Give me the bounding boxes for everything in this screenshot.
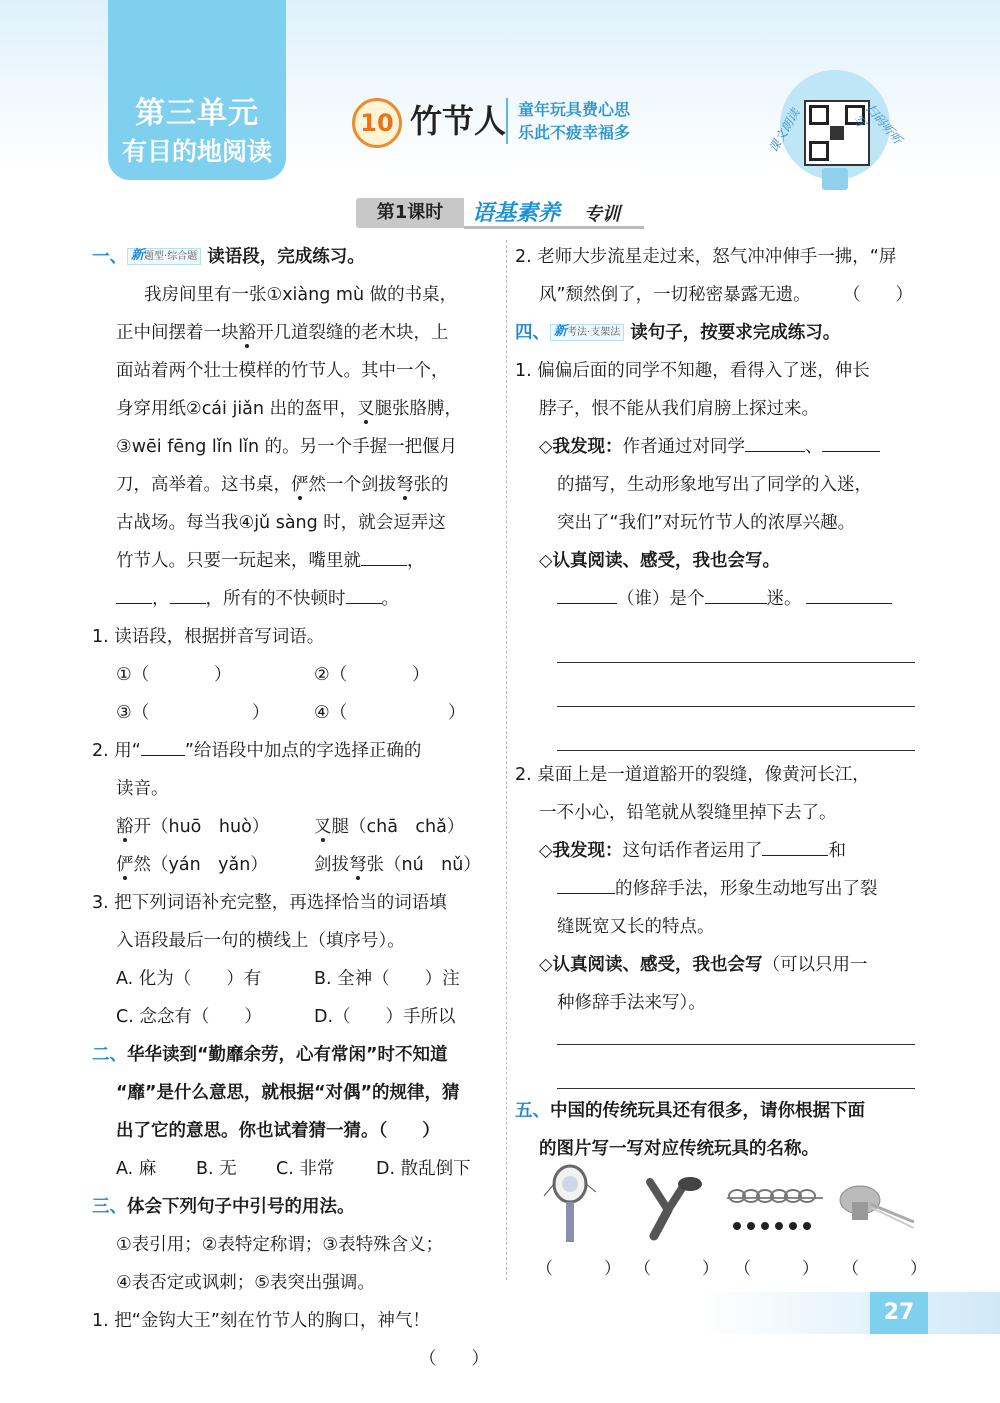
question-2 — [92, 732, 497, 770]
write-hint-line — [515, 984, 917, 1022]
question-1-cont — [515, 390, 917, 428]
passage-line — [92, 542, 497, 580]
new-question-tag — [127, 248, 201, 265]
question-text: 2. 用“ — [92, 741, 141, 761]
pinyin-choice[interactable] — [314, 846, 481, 884]
toy-answer-2[interactable]: （ ） — [634, 1259, 719, 1279]
section-number: 四、 — [515, 323, 550, 343]
unit-title: 第三单元 — [135, 96, 259, 131]
lesson-subheader — [356, 198, 646, 228]
passage-line — [92, 314, 497, 352]
pinyin-choice[interactable] — [116, 846, 268, 884]
qr-right-text: 扫码听听写 — [850, 101, 905, 147]
pinyin-options: 张（nú nǔ） — [366, 855, 481, 875]
fill-blank[interactable] — [705, 583, 767, 604]
tag-type: 考法·支架法 — [567, 327, 621, 338]
passage-line — [92, 390, 497, 428]
pinyin-choice-row — [92, 846, 497, 884]
passage-line — [92, 504, 497, 542]
passage-text: 我房间里有一张①xiàng mù 做的书桌， — [144, 285, 458, 305]
footer-bar — [700, 1292, 1000, 1334]
fill-blank[interactable] — [762, 835, 828, 856]
passage-text: 腿张胳膊， — [374, 399, 463, 419]
section-title: 体会下列句子中引号的用法。 — [127, 1197, 355, 1217]
dotted-char: 豁 — [116, 817, 134, 837]
option-d[interactable]: D.（ ）手所以 — [314, 1007, 456, 1027]
pinyin-choice-row — [92, 808, 497, 846]
option-c[interactable]: C. 念念有（ ） — [116, 1007, 262, 1027]
passage-line — [92, 580, 497, 618]
passage-text: ， — [152, 589, 170, 609]
nine-linked-rings-icon — [725, 1182, 825, 1237]
question-text: 读音。 — [116, 779, 169, 799]
write-label: ◇认真阅读、感受，我也会写 — [539, 955, 763, 975]
answer-paren[interactable]: （ ） — [843, 285, 913, 305]
pinyin-options: 腿（chā chǎ） — [331, 817, 465, 837]
left-column — [92, 238, 497, 1378]
pinyin-options: 开（huō huò） — [133, 817, 270, 837]
topic-title: 语基素养 — [472, 201, 561, 226]
fill-blank[interactable] — [116, 583, 152, 604]
passage-line — [92, 428, 497, 466]
option-row — [92, 960, 497, 998]
section-text: 中国的传统玩具还有很多，请你根据下面 — [550, 1101, 865, 1121]
fill-blank[interactable] — [745, 431, 805, 452]
passage-line — [92, 466, 497, 504]
passage-text: 然一个剑拔 — [308, 475, 396, 495]
dotted-char: 豁 — [238, 323, 256, 343]
option-d[interactable]: D. 散乱倒下 — [376, 1159, 471, 1179]
write-label: ◇认真阅读、感受，我也会写。 — [539, 551, 780, 571]
question-text: 风”颓然倒了，一切秘密暴露无遗。 — [539, 285, 811, 305]
question-text: 入语段最后一句的横线上（填序号）。 — [116, 931, 405, 951]
answer-paren-close[interactable]: ） — [448, 703, 466, 723]
passage-text: 开几道裂缝的老木块，上 — [256, 323, 449, 343]
discovery-text: 的描写，生动形象地写出了同学的入迷， — [557, 475, 872, 495]
section-5 — [515, 1092, 917, 1168]
lesson-period: 第1课时 — [356, 198, 464, 228]
answer-row — [92, 656, 497, 694]
unit-subtitle: 有目的地阅读 — [121, 137, 272, 166]
new-badge: 新 — [554, 324, 568, 339]
tree-trunk-icon — [822, 168, 848, 190]
passage-text: ③wēi fēng lǐn lǐn 的。另一个手握一把偃月 — [116, 437, 458, 457]
dotted-char: 俨 — [116, 855, 134, 875]
question-text: 一不小心，铅笔就从裂缝里掉下去了。 — [539, 803, 837, 823]
passage-text: 张的 — [413, 475, 449, 495]
discovery-text: 这句话作者运用了 — [622, 841, 763, 861]
option-a[interactable]: A. 化为（ ）有 — [116, 969, 262, 989]
option-a[interactable]: A. 麻 — [116, 1159, 157, 1179]
discovery-text: 、 — [804, 437, 823, 457]
passage-text: 身穿用纸②cái jiǎn 出的盔甲， — [116, 399, 358, 419]
section-text: “靡”是什么意思，就根据“对偶”的规律，猜 — [116, 1083, 460, 1103]
right-column — [515, 238, 917, 618]
answer-paren-open: ①（ — [116, 665, 150, 685]
legend-text: ④表否定或讽刺；⑤表突出强调。 — [116, 1273, 375, 1293]
section-title: 读语段，完成练习。 — [207, 247, 365, 267]
discovery-text: 缝既宽又长的特点。 — [557, 917, 715, 937]
fill-blank[interactable] — [141, 735, 185, 756]
pinyin-choice[interactable] — [314, 808, 464, 846]
discovery-text: 突出了“我们”对玩竹节人的浓厚兴趣。 — [557, 513, 856, 533]
passage-text: 刀，高举着。这书桌， — [116, 475, 291, 495]
question-3 — [92, 884, 497, 922]
section-number: 三、 — [92, 1197, 127, 1217]
pinyin-prefix: 剑拔 — [314, 855, 349, 875]
question-text: 1. 把“金钩大王”刻在竹节人的胸口，神气！ — [92, 1311, 430, 1331]
discovery-text: 和 — [828, 841, 846, 861]
qr-left-text: 课文朗读 — [766, 106, 803, 156]
right-column-lower — [515, 756, 917, 1022]
passage-text: 。 — [381, 589, 399, 609]
toy-answer-4[interactable]: （ ） — [842, 1259, 927, 1279]
legend-text: ①表引用；②表特定称谓；③表特殊含义； — [116, 1235, 444, 1255]
write-text: （谁）是个 — [617, 589, 705, 609]
section-number: 一、 — [92, 247, 127, 267]
question-text: ”给语段中加点的字选择正确的 — [184, 741, 422, 761]
section-title: 读句子，按要求完成练习。 — [630, 323, 841, 343]
dotted-char: 叉 — [314, 817, 332, 837]
option-b[interactable]: B. 全神（ ）注 — [314, 969, 460, 989]
question-2-cont — [92, 770, 497, 808]
discovery-line — [515, 832, 917, 870]
section-2-line — [92, 1112, 497, 1150]
fill-blank[interactable] — [361, 545, 407, 566]
dotted-char: 叉 — [357, 399, 375, 419]
passage-line — [92, 352, 497, 390]
answer-paren-open: ②（ — [314, 665, 348, 685]
legend-line — [92, 1264, 497, 1302]
section-2-line — [92, 1074, 497, 1112]
discovery-text: 作者通过对同学 — [622, 437, 745, 457]
question-3-cont — [92, 922, 497, 960]
section-text: 的图片写一写对应传统玩具的名称。 — [539, 1139, 819, 1159]
question-1 — [92, 1302, 497, 1340]
lesson-motto — [506, 98, 630, 144]
question-1 — [92, 618, 497, 656]
question-2 — [515, 238, 917, 276]
lesson-title: 竹节人 — [410, 102, 507, 140]
section-5-heading — [515, 1092, 917, 1130]
option-c[interactable]: C. 非常 — [276, 1159, 335, 1179]
writing-line[interactable] — [557, 706, 915, 707]
fill-blank[interactable] — [346, 583, 382, 604]
fill-blank[interactable] — [557, 583, 617, 604]
pinyin-options: 然（yán yǎn） — [133, 855, 268, 875]
legend-line — [92, 1226, 497, 1264]
writing-line[interactable] — [557, 750, 915, 751]
option-b[interactable]: B. 无 — [196, 1159, 237, 1179]
question-text: 3. 把下列词语补充完整，再选择恰当的词语填 — [92, 893, 447, 913]
toy-answer-3[interactable]: （ ） — [734, 1259, 819, 1279]
motto-line-2: 乐此不疲幸福多 — [518, 123, 631, 142]
passage-text: ， — [407, 551, 425, 571]
discovery-label: ◇我发现： — [539, 841, 623, 861]
section-text: 华华读到“勤靡余劳，心有常闲”时不知道 — [127, 1045, 448, 1065]
pinyin-choice[interactable] — [116, 808, 269, 846]
passage-text: ，所有的不快顿时 — [205, 589, 346, 609]
unit-tab — [108, 0, 286, 180]
discovery-line — [515, 466, 917, 504]
answer-paren[interactable]: （ ） — [419, 1349, 489, 1369]
write-label-line — [515, 946, 917, 984]
question-1 — [515, 352, 917, 390]
option-row — [92, 998, 497, 1036]
question-text: 脖子，恨不能从我们肩膀上探过来。 — [539, 399, 819, 419]
passage-text: 正中间摆着一块 — [116, 323, 239, 343]
writing-line[interactable] — [557, 662, 915, 663]
section-4-heading — [515, 314, 917, 352]
write-hint: 种修辞手法来写）。 — [557, 993, 706, 1013]
answer-paren-open: ③（ — [116, 703, 150, 723]
write-line — [515, 580, 917, 618]
discovery-text: 的修辞手法，形象生动地写出了裂 — [615, 879, 878, 899]
write-label-line — [515, 542, 917, 580]
new-badge: 新 — [131, 248, 145, 263]
toy-images — [530, 1162, 920, 1242]
section-text: 出了它的意思。你也试着猜一猜。（ ） — [116, 1121, 440, 1141]
qr-code-area[interactable] — [740, 70, 910, 185]
section-3-heading — [92, 1188, 497, 1226]
fill-blank[interactable] — [806, 583, 892, 604]
tag-type: 题型·综合题 — [144, 251, 198, 262]
dotted-char: 弩 — [349, 855, 367, 875]
rattle-drum-icon — [540, 1162, 600, 1242]
section-2-heading — [92, 1036, 497, 1074]
write-hint: （可以只用一 — [762, 955, 868, 975]
discovery-line — [515, 428, 917, 466]
writing-line[interactable] — [557, 1044, 915, 1045]
question-2-cont — [515, 276, 917, 314]
discovery-label: ◇我发现： — [539, 437, 623, 457]
question-2-cont — [515, 794, 917, 832]
answer-row — [92, 694, 497, 732]
answer-paren-close[interactable]: ） — [412, 665, 430, 685]
passage-text: 面站着两个壮士模样的竹节人。其中一个， — [116, 361, 449, 381]
section-number: 二、 — [92, 1045, 127, 1065]
fill-blank[interactable] — [822, 431, 880, 452]
passage-text: 竹节人。只要一玩起来，嘴里就 — [116, 551, 361, 571]
answer-paren-close[interactable]: ） — [214, 665, 232, 685]
topic-suffix: 专训 — [584, 204, 620, 225]
answer-row — [92, 1340, 497, 1378]
discovery-line — [515, 908, 917, 946]
section-1-heading — [92, 238, 497, 276]
passage-line — [92, 276, 497, 314]
toy-answer-1[interactable]: （ ） — [536, 1259, 621, 1279]
question-text: 1. 读语段，根据拼音写词语。 — [92, 627, 325, 647]
motto-line-1: 童年玩具费心思 — [518, 100, 631, 119]
discovery-line — [515, 504, 917, 542]
question-2 — [515, 756, 917, 794]
dotted-char: 弩 — [396, 475, 414, 495]
section-number: 五、 — [515, 1101, 550, 1121]
question-text: 2. 老师大步流星走过来，怒气冲冲伸手一拂，“屏 — [515, 247, 897, 267]
answer-paren-open: ④（ — [314, 703, 348, 723]
write-text: 迷。 — [766, 589, 802, 609]
column-divider — [506, 240, 507, 1280]
dotted-char: 俨 — [291, 475, 309, 495]
new-method-tag — [550, 324, 624, 341]
slingshot-icon — [630, 1172, 710, 1242]
answer-paren-close[interactable]: ） — [252, 703, 270, 723]
question-text: 1. 偏偏后面的同学不知趣，看得入了迷，伸长 — [515, 361, 870, 381]
writing-line[interactable] — [557, 1088, 915, 1089]
fill-blank[interactable] — [170, 583, 206, 604]
subheader-underline — [464, 226, 644, 229]
spinning-top-icon — [830, 1172, 920, 1242]
lesson-number-badge: 10 — [352, 98, 402, 148]
discovery-line — [515, 870, 917, 908]
fill-blank[interactable] — [557, 873, 615, 894]
option-row — [92, 1150, 497, 1188]
page-number: 27 — [870, 1292, 928, 1334]
passage-text: 古战场。每当我④jǔ sàng 时，就会逗弄这 — [116, 513, 446, 533]
question-text: 2. 桌面上是一道道豁开的裂缝，像黄河长江， — [515, 765, 870, 785]
